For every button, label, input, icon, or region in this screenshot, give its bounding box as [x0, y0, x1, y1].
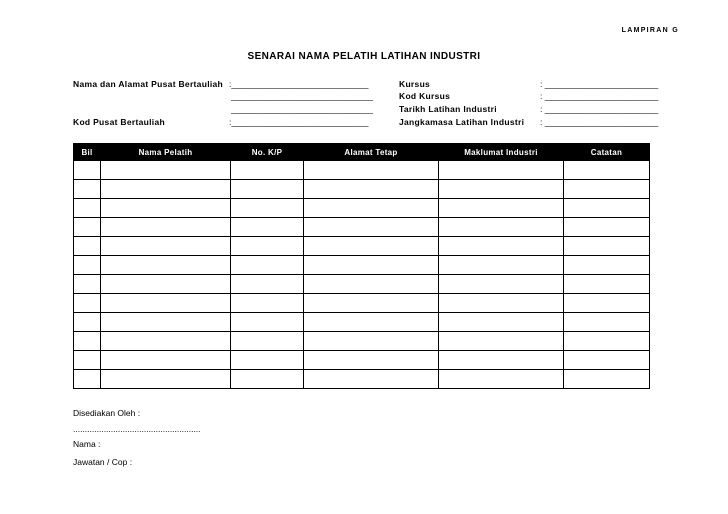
table-cell[interactable]: [564, 256, 650, 275]
table-cell[interactable]: [231, 351, 304, 370]
table-cell[interactable]: [439, 313, 564, 332]
table-cell[interactable]: [304, 218, 439, 237]
table-cell[interactable]: [439, 161, 564, 180]
table-cell[interactable]: [564, 351, 650, 370]
table-cell[interactable]: [101, 370, 231, 389]
table-cell[interactable]: [74, 332, 101, 351]
table-cell[interactable]: [439, 332, 564, 351]
table-cell[interactable]: [101, 180, 231, 199]
table-cell[interactable]: [564, 275, 650, 294]
table-cell[interactable]: [439, 294, 564, 313]
table-cell[interactable]: [564, 199, 650, 218]
table-cell[interactable]: [231, 237, 304, 256]
table-cell[interactable]: [439, 180, 564, 199]
col-header-maklumat-industri: Maklumat Industri: [439, 144, 564, 161]
table-cell[interactable]: [74, 313, 101, 332]
disediakan-label: Disediakan Oleh :: [73, 408, 141, 418]
table-row: [74, 256, 650, 275]
table-cell[interactable]: [74, 256, 101, 275]
table-cell[interactable]: [564, 313, 650, 332]
table-cell[interactable]: [304, 256, 439, 275]
table-cell[interactable]: [304, 275, 439, 294]
jawatan-label: Jawatan / Cop :: [73, 457, 133, 467]
table-row: [74, 370, 650, 389]
table-cell[interactable]: [439, 256, 564, 275]
table-cell[interactable]: [101, 199, 231, 218]
col-header-nama-pelatih: Nama Pelatih: [101, 144, 231, 161]
tarikh-label: Tarikh Latihan Industri: [399, 104, 497, 114]
table-cell[interactable]: [74, 199, 101, 218]
table-row: [74, 199, 650, 218]
table-cell[interactable]: [564, 332, 650, 351]
trainee-table: [73, 143, 650, 389]
table-cell[interactable]: [439, 351, 564, 370]
tarikh-line[interactable]: : ________________________: [540, 104, 659, 114]
page-title: SENARAI NAMA PELATIH LATIHAN INDUSTRI: [247, 51, 481, 62]
kursus-label: Kursus: [399, 79, 431, 89]
table-cell[interactable]: [304, 370, 439, 389]
nama-alamat-line-2[interactable]: ______________________________: [231, 91, 373, 101]
table-row: [74, 180, 650, 199]
table-cell[interactable]: [564, 370, 650, 389]
table-cell[interactable]: [304, 332, 439, 351]
table-cell[interactable]: [231, 370, 304, 389]
table-cell[interactable]: [439, 237, 564, 256]
table-cell[interactable]: [101, 256, 231, 275]
kod-pusat-line[interactable]: :_____________________________: [229, 117, 369, 127]
table-cell[interactable]: [231, 180, 304, 199]
table-cell[interactable]: [101, 161, 231, 180]
table-row: [74, 218, 650, 237]
table-cell[interactable]: [74, 180, 101, 199]
table-cell[interactable]: [74, 275, 101, 294]
table-cell[interactable]: [101, 218, 231, 237]
table-cell[interactable]: [304, 237, 439, 256]
col-header-alamat-tetap: Alamat Tetap: [304, 144, 439, 161]
table-cell[interactable]: [74, 161, 101, 180]
table-cell[interactable]: [101, 313, 231, 332]
table-cell[interactable]: [74, 218, 101, 237]
signature-line[interactable]: ......................................................: [73, 424, 201, 434]
col-header-catatan: Catatan: [564, 144, 650, 161]
kursus-line[interactable]: : ________________________: [540, 79, 659, 89]
table-cell[interactable]: [101, 332, 231, 351]
table-row: [74, 275, 650, 294]
table-row: [74, 294, 650, 313]
table-cell[interactable]: [74, 351, 101, 370]
table-header-row: [74, 144, 650, 161]
table-cell[interactable]: [101, 351, 231, 370]
table-cell[interactable]: [564, 218, 650, 237]
table-cell[interactable]: [231, 161, 304, 180]
table-row: [74, 332, 650, 351]
table-cell[interactable]: [304, 313, 439, 332]
table-row: [74, 161, 650, 180]
table-cell[interactable]: [74, 294, 101, 313]
table-cell[interactable]: [304, 351, 439, 370]
table-cell[interactable]: [439, 218, 564, 237]
table-cell[interactable]: [231, 199, 304, 218]
table-cell[interactable]: [74, 237, 101, 256]
col-header-no-kp: No. K/P: [231, 144, 304, 161]
table-cell[interactable]: [564, 237, 650, 256]
appendix-label: LAMPIRAN G: [621, 27, 679, 34]
col-header-bil: Bil: [74, 144, 101, 161]
nama-alamat-line-3[interactable]: ______________________________: [231, 104, 373, 114]
table-cell[interactable]: [564, 180, 650, 199]
table-cell[interactable]: [439, 275, 564, 294]
table-cell[interactable]: [231, 294, 304, 313]
table-cell[interactable]: [101, 237, 231, 256]
table-cell[interactable]: [101, 294, 231, 313]
kod-pusat-label: Kod Pusat Bertauliah: [73, 117, 165, 127]
table-cell[interactable]: [231, 256, 304, 275]
table-cell[interactable]: [101, 275, 231, 294]
jangkamasa-label: Jangkamasa Latihan Industri: [399, 117, 525, 127]
table-cell[interactable]: [231, 313, 304, 332]
nama-alamat-label: Nama dan Alamat Pusat Bertauliah: [73, 79, 224, 89]
table-cell[interactable]: [564, 294, 650, 313]
table-cell[interactable]: [564, 161, 650, 180]
kod-kursus-line[interactable]: : ________________________: [540, 91, 659, 101]
table-cell[interactable]: [304, 199, 439, 218]
kod-kursus-label: Kod Kursus: [399, 91, 451, 101]
table-cell[interactable]: [231, 332, 304, 351]
table-cell[interactable]: [231, 275, 304, 294]
table-cell[interactable]: [231, 218, 304, 237]
table-row: [74, 237, 650, 256]
nama-alamat-line-1[interactable]: :_____________________________: [229, 79, 369, 89]
table-cell[interactable]: [304, 161, 439, 180]
table-cell[interactable]: [304, 180, 439, 199]
table-cell[interactable]: [439, 370, 564, 389]
nama-label: Nama :: [73, 439, 101, 449]
table-cell[interactable]: [304, 294, 439, 313]
table-cell[interactable]: [74, 370, 101, 389]
table-row: [74, 351, 650, 370]
table-cell[interactable]: [439, 199, 564, 218]
jangkamasa-line[interactable]: : ________________________: [540, 117, 659, 127]
table-row: [74, 313, 650, 332]
